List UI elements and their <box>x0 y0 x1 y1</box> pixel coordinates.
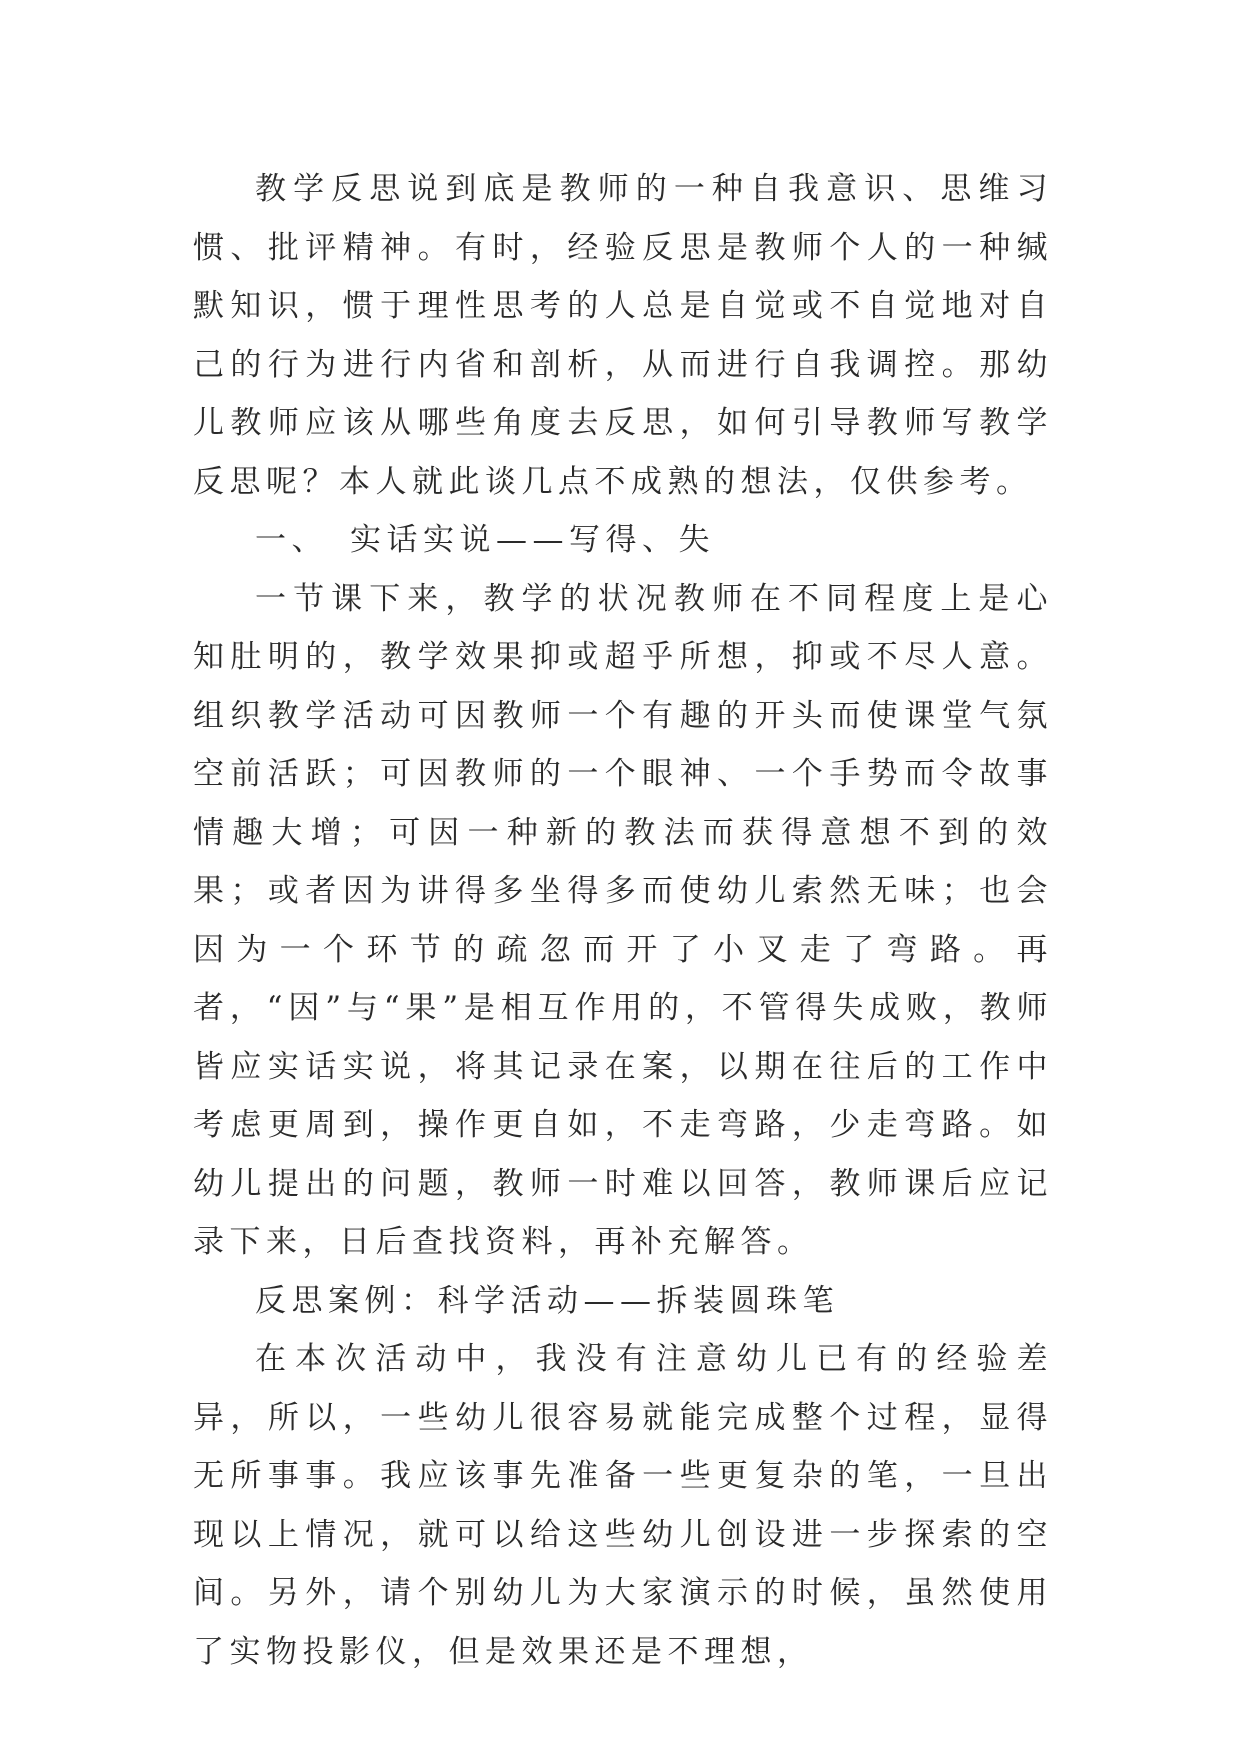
section-number: 一、 <box>255 522 328 558</box>
intro-paragraph: 教学反思说到底是教师的一种自我意识、思维习惯、批评精神。有时，经验反思是教师个人的一种缄默知识，惯于理性思考的人总是自觉或不自觉地对自己的行为进行内省和剖析，从而进行自我调控。那幼儿教师应该从哪些角度去反思，如何引导教师写教学反思呢？本人就此谈几点不成熟的想法，仅供参考。 <box>193 171 1053 500</box>
case-title: 反思案例：科学活动——拆装圆珠笔 <box>255 1282 839 1319</box>
case-paragraph: 在本次活动中，我没有注意幼儿已有的经验差异，所以，一些幼儿很容易就能完成整个过程，显得无所事事。我应该事先准备一些更复杂的笔，一旦出现以上情况，就可以给这些幼儿创设进一步探索的空间。另外，请个别幼儿为大家演示的时候，虽然使用了实物投影仪，但是效果还是不理想， <box>193 1341 1053 1670</box>
document-body <box>193 160 1053 1681</box>
section-paragraph: 一节课下来，教学的状况教师在不同程度上是心知肚明的，教学效果抑或超乎所想，抑或不尽人意。组织教学活动可因教师一个有趣的开头而使课堂气氛空前活跃；可因教师的一个眼神、一个手势而令故事情趣大增；可因一种新的教法而获得意想不到的效果；或者因为讲得多坐得多而使幼儿索然无味；也会因为一个环节的疏忽而开了小叉走了弯路。再者，“因”与“果”是相互作用的，不管得失成败，教师皆应实话实说，将其记录在案，以期在往后的工作中考虑更周到，操作更自如，不走弯路，少走弯路。如幼儿提出的问题，教师一时难以回答，教师课后应记录下来，日后查找资料，再补充解答。 <box>193 580 1053 1260</box>
section-title: 实话实说——写得、失 <box>350 522 715 558</box>
section-heading <box>193 511 1053 570</box>
